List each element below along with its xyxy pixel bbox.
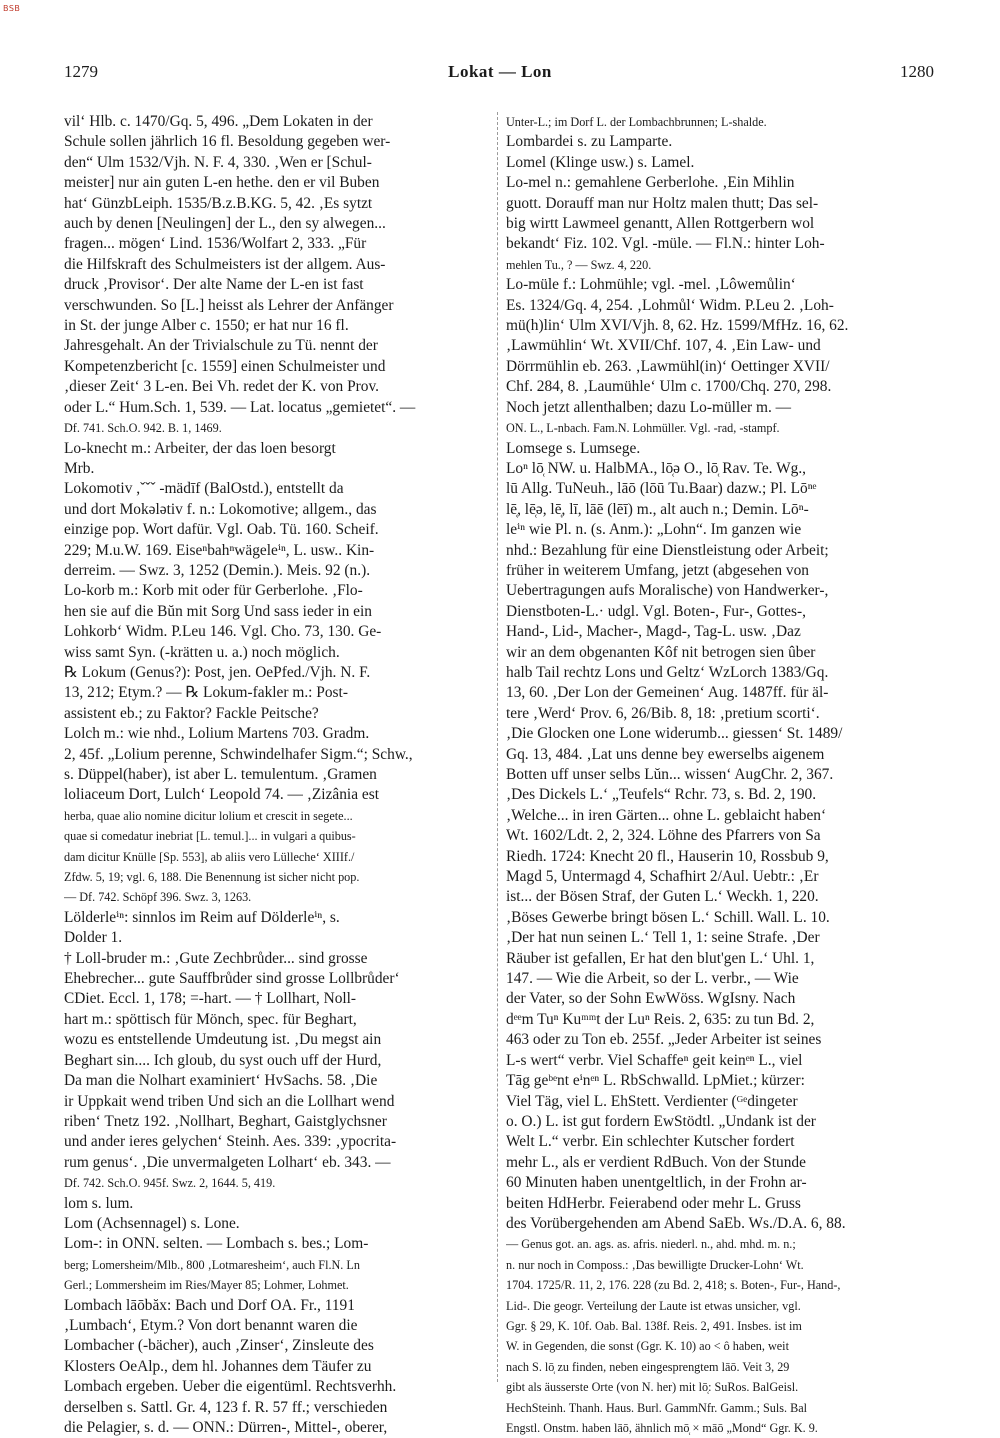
text-line: Mrb. [64, 459, 95, 477]
text-line: n. nur noch in Composs.: ‚Das bewilligte Drucker-Lohn‘ Wt. [506, 1257, 804, 1272]
text-line: tere ‚Werd‘ Prov. 6, 26/Bib. 8, 18: ‚pretium scorti‘. [506, 704, 820, 722]
running-title: Lokat — Lon [448, 62, 552, 81]
text-line: Lomsege s. Lumsege. [506, 439, 641, 457]
text-line: Ehebrecher... gute Sauffbrůder sind grosse Lollbrůder‘ [64, 970, 400, 988]
text-line: ℞ Lokum (Genus?): Post, jen. OePfed./Vjh. N. F. [64, 663, 371, 681]
text-line: Lo-knecht m.: Arbeiter, der das loen besorgt [64, 439, 336, 457]
library-stamp: BSB [3, 4, 21, 13]
text-line: 13, 212; Etym.? — ℞ Lokum-fakler m.: Post- [64, 684, 348, 702]
text-line: lū Allg. TuNeuh., lāō (lōū Tu.Baar) dazw.; Pl. Lōⁿᵉ [506, 480, 817, 498]
text-line: Beghart sin.... Ich gloub, du syst ouch uff der Hurd, [64, 1051, 382, 1069]
text-line: hart m.: spöttisch für Mönch, spec. für Beghart, [64, 1010, 357, 1028]
text-line: ‚Welche... in iren Gärten... ohne L. geblaicht haben‘ [506, 806, 827, 824]
text-line: berg; Lomersheim/Mlb., 800 ‚Lotmaresheim‘, auch Fl.N. Ln [64, 1257, 360, 1272]
page-number-right: 1280 [900, 62, 934, 81]
text-line: Lom-: in ONN. selten. — Lombach s. bes.; Lom- [64, 1235, 369, 1253]
text-line: s. Düppel(haber), ist aber L. temulentum. ‚Gramen [64, 766, 377, 783]
text-line: Df. 742. Sch.O. 945f. Swz. 2, 1644. 5, 419. [64, 1176, 276, 1191]
text-line: Lo-müle f.: Lohmühle; vgl. -mel. ‚Lôwemůlin‘ [506, 276, 796, 294]
text-line: — Df. 742. Schöpf 396. Swz. 3, 1263. [64, 890, 252, 905]
text-line: Riedh. 1724: Knecht 20 fl., Hauserin 10, Rossbub 9, [506, 847, 829, 865]
text-line: W. in Gegenden, die sonst (Ggr. K. 10) ao < ô haben, weit [506, 1339, 789, 1354]
text-line: Dörrmühlin eb. 263. ‚Lawmühl(in)‘ Oettinger XVII/ [506, 357, 830, 375]
text-line: quae si comedatur inebriat [L. temul.]... in vulgari a quibus- [64, 829, 356, 844]
text-line: Kompetenzbericht [c. 1559] einen Schulmeister und [64, 357, 386, 375]
text-line: ‚Lawmühlin‘ Wt. XVII/Chf. 107, 4. ‚Ein Law- und [506, 337, 821, 355]
text-line: HechSteinh. Thanh. Haus. Burl. GammNfr. Gamm.; Suls. Bal [506, 1400, 808, 1415]
text-line: Lokomotiv ,ˇˇˇ -mädīf (BalOstd.), entstellt da [64, 480, 344, 498]
text-line: Wt. 1602/Ldt. 2, 2, 324. Löhne des Pfarrers von Sa [506, 827, 821, 845]
text-line: Engstl. Onstm. haben lāō, ähnlich mō̜ × māō „Mond“ Ggr. K. 9. [506, 1421, 818, 1435]
text-line: 13, 60. ‚Der Lon der Gemeinen‘ Aug. 1487ff. für äl- [506, 684, 829, 702]
text-line: Lid-. Die geogr. Verteilung der Laute ist etwas unsicher, vgl. [506, 1298, 801, 1313]
text-line: † Loll-bruder m.: ‚Gute Zechbrůder... sind grosse [64, 949, 368, 967]
text-line: ist... der Bösen Straf, der Guten L.‘ Weckh. 1, 220. [506, 888, 819, 906]
text-line: nach S. lō̜ zu finden, neben eingesprengtem lāō. Veit 3, 29 [506, 1359, 790, 1374]
text-line: ‚dieser Zeit‘ 3 L-en. Bei Vh. redet der K. von Prov. [64, 378, 379, 396]
text-line: der Vater, so der Sohn EwWöss. WgIsny. Nach [506, 990, 796, 1008]
text-line: Lo-korb m.: Korb mit oder für Gerberlohe. ‚Flo- [64, 582, 363, 600]
text-line: Lombach ergeben. Ueber die eigentüml. Rechtsverhh. [64, 1378, 397, 1396]
text-line: ‚Lumbach‘, Etym.? Von dort benannt waren die [64, 1316, 358, 1334]
text-line: lom s. lum. [64, 1194, 134, 1212]
text-line: Uebertragungen aufs Moralische) von Handwerker-, [506, 582, 829, 600]
text-line: oder L.“ Hum.Sch. 1, 539. — Lat. locatus „gemietet“. — [64, 398, 416, 416]
text-line: 1704. 1725/R. 11, 2, 176. 228 (zu Bd. 2, 418; s. Boten-, Fur-, Hand-, [506, 1278, 841, 1293]
text-line: mehlen Tu., ? — Swz. 4, 220. [506, 257, 652, 272]
text-line: 2, 45f. „Lolium perenne, Schwindelhafer Sigm.“; Schw., [64, 745, 413, 763]
text-line: und ander ieres gelychen‘ Steinh. Aes. 339: ‚ypocrita- [64, 1133, 397, 1151]
text-line: Lom (Achsennagel) s. Lone. [64, 1214, 240, 1232]
text-line: Es. 1324/Gq. 4, 254. ‚Lohmůl‘ Widm. P.Leu 2. ‚Loh- [506, 296, 834, 314]
text-line: wir an dem obgenanten Kôf nit betrogen sien ûber [506, 643, 816, 661]
text-line: wiss samt Syn. (-krätten u. a.) noch möglich. [64, 643, 340, 661]
text-line: Lohkorb‘ Widm. P.Leu 146. Vgl. Cho. 73, 130. Ge- [64, 623, 382, 641]
column-divider [497, 112, 498, 1382]
text-line: guott. Dorauff man nur Holtz malen thutt; Das sel- [506, 194, 819, 212]
text-line: mehr L., als er verdient RdBuch. Von der Stunde [506, 1153, 806, 1171]
text-line: Räuber ist gefallen, Er hat den blut'gen L.‘ Uhl. 1, [506, 949, 815, 967]
text-line: in St. der junge Alber c. 1550; er hat nur 16 fl. [64, 317, 349, 335]
text-line: den“ Ulm 1532/Vjh. N. F. 4, 330. ‚Wen er [Schul- [64, 153, 372, 171]
text-line: die Hilfskraft des Schulmeisters ist der allgem. Aus- [64, 255, 386, 273]
text-line: ‚Die Glocken one Lone widerumb... giessen‘ St. 1489/ [506, 725, 843, 743]
text-line: ‚Des Dickels L.‘ „Teufels“ Rchr. 73, s. Bd. 2, 190. [506, 786, 817, 804]
text-line: ‚Der hat nun seinen L.‘ Tell 1, 1: seine Strafe. ‚Der [506, 929, 820, 947]
text-line: loliaceum Dort, Lulch‘ Leopold 74. — ‚Zizânia est [64, 786, 379, 804]
text-line: Noch jetzt allenthalben; dazu Lo-müller m. — [506, 398, 792, 416]
text-line: Hand-, Lid-, Macher-, Magd-, Tag-L. usw. ‚Daz [506, 623, 801, 641]
text-line: verschwunden. So [L.] heisst als Lehrer der Anfänger [64, 296, 394, 314]
text-line: Jahresgehalt. An der Trivialschule zu Tü. nennt der [64, 337, 378, 355]
text-line: früher in weiterem Umfang, jetzt (abgesehen von [506, 561, 809, 579]
text-line: dᵉᵉm Tuⁿ Kuᵐᵐt der Luⁿ Reis. 2, 635: zu tun Bd. 2, [506, 1010, 815, 1028]
text-line: derreim. — Swz. 3, 1252 (Demin.). Meis. 92 (n.). [64, 561, 371, 579]
text-line: Schule sollen jährlich 16 fl. Besoldung gegeben wer- [64, 133, 391, 151]
text-line: Ggr. § 29, K. 10f. Oab. Bal. 138f. Reis. 2, 491. Insbes. ist im [506, 1318, 802, 1333]
text-line: riben‘ Tnetz 192. ‚Nollhart, Beghart, Gaistglychsner [64, 1112, 387, 1130]
text-line: Gq. 13, 484. ‚Lat uns denne bey ewerselbs aigenem [506, 745, 825, 763]
text-line: rum genus‘. ‚Die unvermalgeten Lolhart‘ eb. 343. — [64, 1153, 391, 1171]
text-line: lē̜, lē̜ə, lē̜, lī, lāē (lēī) m., alt auch n.; Demin. Lōⁿ- [506, 500, 809, 518]
text-line: nhd.: Bezahlung für eine Dienstleistung oder Arbeit; [506, 541, 829, 559]
text-line: o. O.) L. ist gut fordern EwStödtl. „Undank ist der [506, 1112, 816, 1130]
text-line: halb Tail rechtz Lons und Geltz‘ WzLorch 1383/Gq. [506, 663, 829, 681]
text-line: bekandt‘ Fiz. 102. Vgl. -müle. — Fl.N.: hinter Loh- [506, 235, 825, 253]
text-line: CDiet. Eccl. 1, 178; =-hart. — † Lollhart, Noll- [64, 990, 357, 1008]
text-line: Da man die Nolhart examiniert‘ HvSachs. 58. ‚Die [64, 1072, 378, 1090]
text-line: mü(h)lin‘ Ulm XVI/Vjh. 8, 62. Hz. 1599/MfHz. 16, 62. [506, 317, 849, 335]
text-line: des Vorübergehenden am Abend SaEb. Ws./D.A. 6, 88. [506, 1214, 846, 1232]
text-line: Welt L.“ verbr. Ein schlechter Kutscher fordert [506, 1133, 795, 1151]
text-line: Df. 741. Sch.O. 942. B. 1, 1469. [64, 421, 222, 436]
text-line: die Pelagier, s. d. — ONN.: Dürren-, Mittel-, oberer, [64, 1419, 388, 1436]
text-line: Lombacher (-bächer), auch ‚Zinser‘, Zinsleute des [64, 1337, 374, 1355]
text-line: auch by denen [Neulingen] der L., den sy alwegen... [64, 215, 386, 233]
text-line: Lomel (Klinge usw.) s. Lamel. [506, 153, 695, 171]
text-line: leⁱⁿ wie Pl. n. (s. Anm.): „Lohn“. Im ganzen wie [506, 521, 802, 539]
text-line: 147. — Wie die Arbeit, so der L. verbr., — Wie [506, 970, 799, 988]
text-line: Zfdw. 5, 19; vgl. 6, 188. Die Benennung ist sicher nicht pop. [64, 870, 360, 885]
page-header [64, 62, 936, 92]
text-line: wozu es entstellende Umdeutung ist. ‚Du megst ain [64, 1031, 382, 1049]
text-line: Unter-L.; im Dorf L. der Lombachbrunnen; L-shalde. [506, 115, 767, 129]
text-line: dam dicitur Knülle [Sp. 553], ab aliis vero Lülleche‘ XIIIf./ [64, 849, 355, 864]
text-line: ‚Böses Gewerbe bringt bösen L.‘ Schill. Wall. L. 10. [506, 908, 830, 926]
text-line: Chf. 284, 8. ‚Laumühle‘ Ulm c. 1700/Chq. 270, 298. [506, 378, 832, 396]
text-line: beiten HdHerbr. Feierabend oder mehr L. Gruss [506, 1194, 801, 1212]
text-line: Lombardei s. zu Lamparte. [506, 133, 673, 151]
text-line: Loⁿ lō̜ NW. u. HalbMA., lō̜ə O., lō̜ Rav. Te. Wg., [506, 459, 807, 477]
page-number-left: 1279 [64, 62, 98, 81]
text-line: Tāg geᵇᵉnt eⁱnᵉⁿ L. RbSchwalld. LpMiet.; kürzer: [506, 1072, 805, 1090]
text-line: hat‘ GünzbLeiph. 1535/B.z.B.KG. 5, 42. ‚Es sytzt [64, 194, 373, 212]
text-line: Magd 5, Untermagd 4, Schafhirt 2/Aul. Uebtr.: ‚Er [506, 868, 819, 886]
right-column [506, 112, 938, 1438]
text-line: Botten uff unser selbs Lŭn... wissen‘ AugChr. 2, 367. [506, 766, 834, 783]
text-line: Viel Täg, viel L. EhStett. Verdienter (ᴳᵉdingeter [506, 1092, 798, 1110]
text-line: einzige pop. Wort dafür. Vgl. Oab. Tü. 160. Scheif. [64, 521, 379, 539]
text-line: big wirtt Lawmeel genantt, Allen Rottgerbern wol [506, 215, 815, 233]
text-line: Gerl.; Lommersheim im Ries/Mayer 85; Lohmer, Lohmet. [64, 1278, 349, 1293]
text-line: meister] nur ain guten L-en hethe. den er vil Buben [64, 174, 380, 192]
text-line: Lombach lāōbăx: Bach und Dorf OA. Fr., 1191 [64, 1296, 355, 1314]
text-line: ON. L., L-nbach. Fam.N. Lohmüller. Vgl. -rad, -stampf. [506, 421, 780, 436]
text-line: gibt als äusserste Orte (von N. her) mit lō̜: SuRos. BalGeisl. [506, 1380, 799, 1395]
text-line: ir Uppkait wend triben Und sich an die Lollhart wend [64, 1092, 395, 1110]
text-line: Dolder 1. [64, 929, 123, 947]
text-line: 229; M.u.W. 169. Eiseⁿbahⁿwägeleⁱⁿ, L. usw.. Kin- [64, 541, 375, 559]
text-line: Lo-mel n.: gemahlene Gerberlohe. ‚Ein Mihlin [506, 174, 795, 192]
text-line: Lölderleⁱⁿ: sinnlos im Reim auf Dölderleⁱⁿ, s. [64, 908, 340, 926]
text-line: assistent eb.; zu Faktor? Fackle Peitsche? [64, 704, 319, 722]
text-line: und dort Mokələtiv f. n.: Lokomotive; allgem., das [64, 500, 377, 518]
text-line: 463 oder zu Ton eb. 255f. „Jeder Arbeiter ist seines [506, 1031, 822, 1049]
text-line: derselben s. Sattl. Gr. 4, 123 f. R. 57 ff.; verschieden [64, 1398, 388, 1416]
text-line: druck ‚Provisor‘. Der alte Name der L-en ist fast [64, 276, 364, 294]
text-line: fragen... mögen‘ Lind. 1536/Wolfart 2, 333. „Für [64, 235, 367, 253]
text-line: L-s wert“ verbr. Viel Schaffeⁿ geit keinᵉⁿ L., viel [506, 1051, 803, 1069]
text-line: Lolch m.: wie nhd., Lolium Martens 703. Gradm. [64, 725, 370, 743]
left-column [64, 112, 496, 1438]
text-line: Klosters OeAlp., dem hl. Johannes dem Täufer zu [64, 1357, 372, 1375]
text-line: — Genus got. an. ags. as. afris. niederl. n., ahd. mhd. m. n.; [506, 1237, 796, 1252]
text-line: 60 Minuten haben unentgeltlich, in der Frohn ar- [506, 1174, 807, 1192]
text-line: vil‘ Hlb. c. 1470/Gq. 5, 496. „Dem Lokaten in der [64, 113, 373, 130]
text-line: hen sie auf die Bŭn mit Sorg Und sass ieder in ein [64, 602, 372, 620]
text-line: herba, quae alio nomine dicitur lolium et crescit in segete... [64, 808, 353, 823]
text-line: Dienstboten-L.· udgl. Vgl. Boten-, Fur-, Gottes-, [506, 602, 806, 620]
